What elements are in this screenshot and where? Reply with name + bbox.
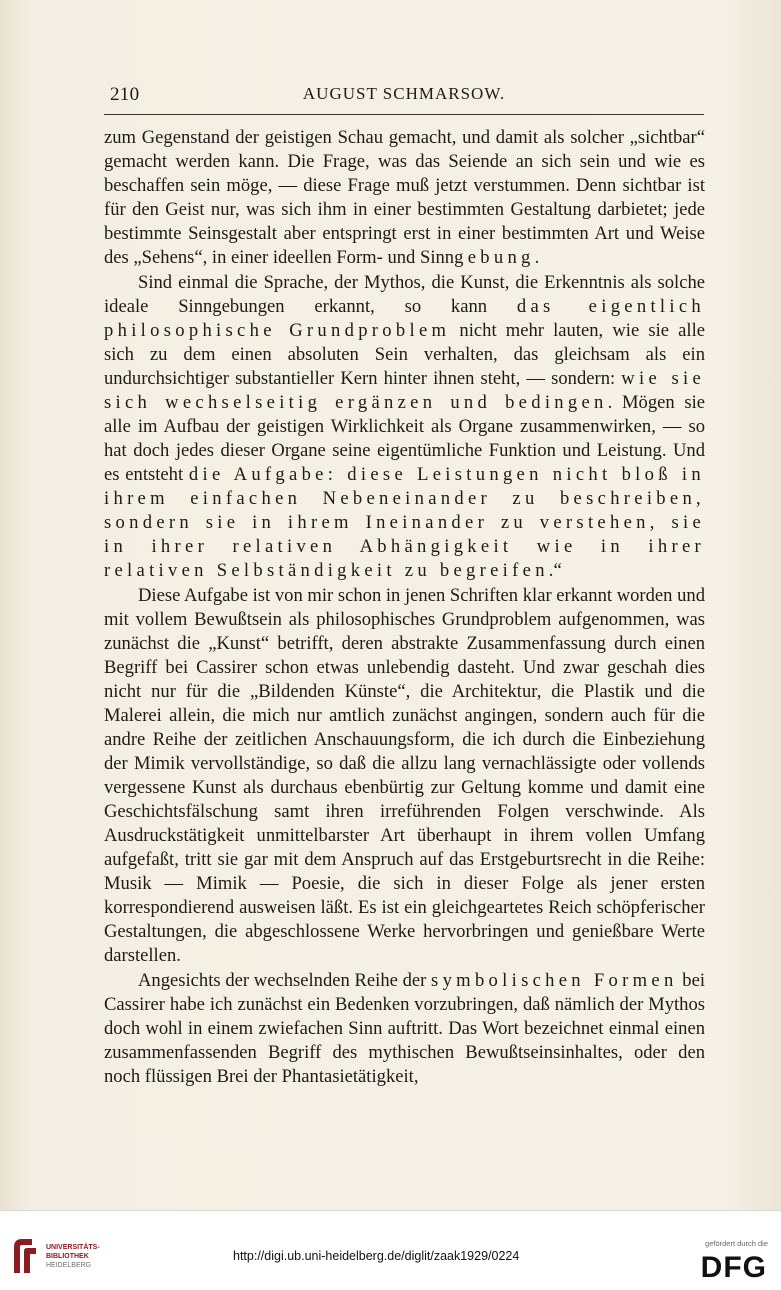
paragraph: Sind einmal die Sprache, der Mythos, die Kunst, die Erkenntnis als solche ideale Sinngebungen erkannt, so kann das eigentlich philosophische Grundproblem nicht mehr lauten, wie sie alle sich zu dem einen absoluten Sein verhalten, das gleichsam als ein undurchsichtiger substantieller Kern hinter ihnen steht, — sondern: wie sie sich wechselseitig ergänzen und bedingen. Mögen sie alle im Aufbau der geistigen Wirklichkeit als Organe zusammenwirken, — so hat doch jedes dieser Organe seine eigentümliche Funktion und Leistung. Und es entsteht die Aufgabe: diese Leistungen nicht bloß in ihrem einfachen Nebeneinander zu beschreiben, sondern sie in ihrem Ineinander zu verstehen, sie in ihrer relativen Abhängigkeit wie in ihrer relativen Selbständigkeit zu begreifen.“: [104, 272, 705, 581]
emphasis: wie sie sich wechselseitig ergänzen und bedingen: [104, 368, 705, 413]
page-url-link[interactable]: http://digi.ub.uni-heidelberg.de/diglit/zaak1929/0224: [233, 1249, 520, 1263]
header-rule: [104, 114, 704, 115]
body-text: [104, 126, 705, 1089]
paragraph: zum Gegenstand der geistigen Schau gemacht, und damit als solcher „sichtbar“ gemacht werden kann. Die Frage, was das Seiende an sich sein und wie es beschaffen sein möge, — diese Frage muß jetzt verstummen. Denn sichtbar ist für den Geist nur, was sich ihm in einer bestimmten Gestaltung darbietet; jede bestimmte Seinsgestalt aber entspringt erst in einer bestimmten Art und Weise des „Sehens“, in einer ideellen Form- und Sinngebung.: [104, 127, 705, 268]
viewer-footer: [0, 1210, 781, 1290]
page-number: 210: [110, 84, 140, 105]
emphasis: gebung: [454, 247, 535, 268]
library-name: UNIVERSITÄTS- BIBLIOTHEK HEIDELBERG: [46, 1244, 100, 1269]
library-logo-icon: [10, 1235, 40, 1275]
funder-note: gefördert durch die: [705, 1239, 768, 1248]
paragraph: Diese Aufgabe ist von mir schon in jenen Schriften klar erkannt worden und mit vollem Bewußtsein als philosophisches Grundproblem aufgenommen, was zunächst die „Kunst“ betrifft, deren abstrakte Zusammenfassung durch einen Begriff bei Cassirer schon etwas unlebendig dasteht. Und zwar geschah dies nicht nur für die „Bildenden Künste“, die Architektur, die Plastik und die Malerei allein, die mich nur amtlich zunächst angingen, sondern auch für die andre Reihe der zeitlichen Anschauungsform, die ich durch die Einbeziehung der Mimik vervollständige, so daß die allzu lang vernachlässigte oder vollends vergessene Kunst als durchaus ebenbürtig zur Geltung komme und damit eine Geschichtsfälschung samt ihren irreführenden Folgen verschwinde. Als Ausdruckstätigkeit unmittelbarster Art überhaupt in ihrem vollen Umfang aufgefaßt, tritt sie gar mit dem Anspruch auf das Erstgeburtsrecht in die Reihe: Musik — Mimik — Poesie, die sich in dieser Folge als jener ersten korrespondierend ausweisen läßt. Es ist ein gleichgeartetes Reich schöpferischer Gestaltungen, die abgeschlossene Werke hervorbringen und genießbare Werte darstellen.: [104, 585, 705, 966]
emphasis: das eigentlich philosophische Grundproblem: [104, 296, 705, 341]
paragraph: Angesichts der wechselnden Reihe der symbolischen Formen bei Cassirer habe ich zunächst ein Bedenken vorzubringen, daß nämlich der Mythos doch wohl in einem zwiefachen Sinn auftritt. Das Wort bezeichnet einmal einen zusammenfassenden Begriff des mythischen Bewußtseinsinhaltes, oder den noch flüssigen Brei der Phantasietätigkeit,: [104, 970, 705, 1087]
page-header: [104, 84, 704, 114]
emphasis: symbolischen Formen: [431, 970, 678, 991]
running-head: AUGUST SCHMARSOW.: [302, 84, 506, 103]
emphasis: die Aufgabe: diese Leistungen nicht bloß in ihrem einfachen Nebeneinander zu beschreiben, sondern sie in ihrem Ineinander zu verstehen, sie in ihrer relativen Abhängigkeit wie in ihrer relativen Selbständigkeit zu begreifen: [104, 464, 705, 581]
dfg-logo: DFG: [700, 1251, 767, 1284]
